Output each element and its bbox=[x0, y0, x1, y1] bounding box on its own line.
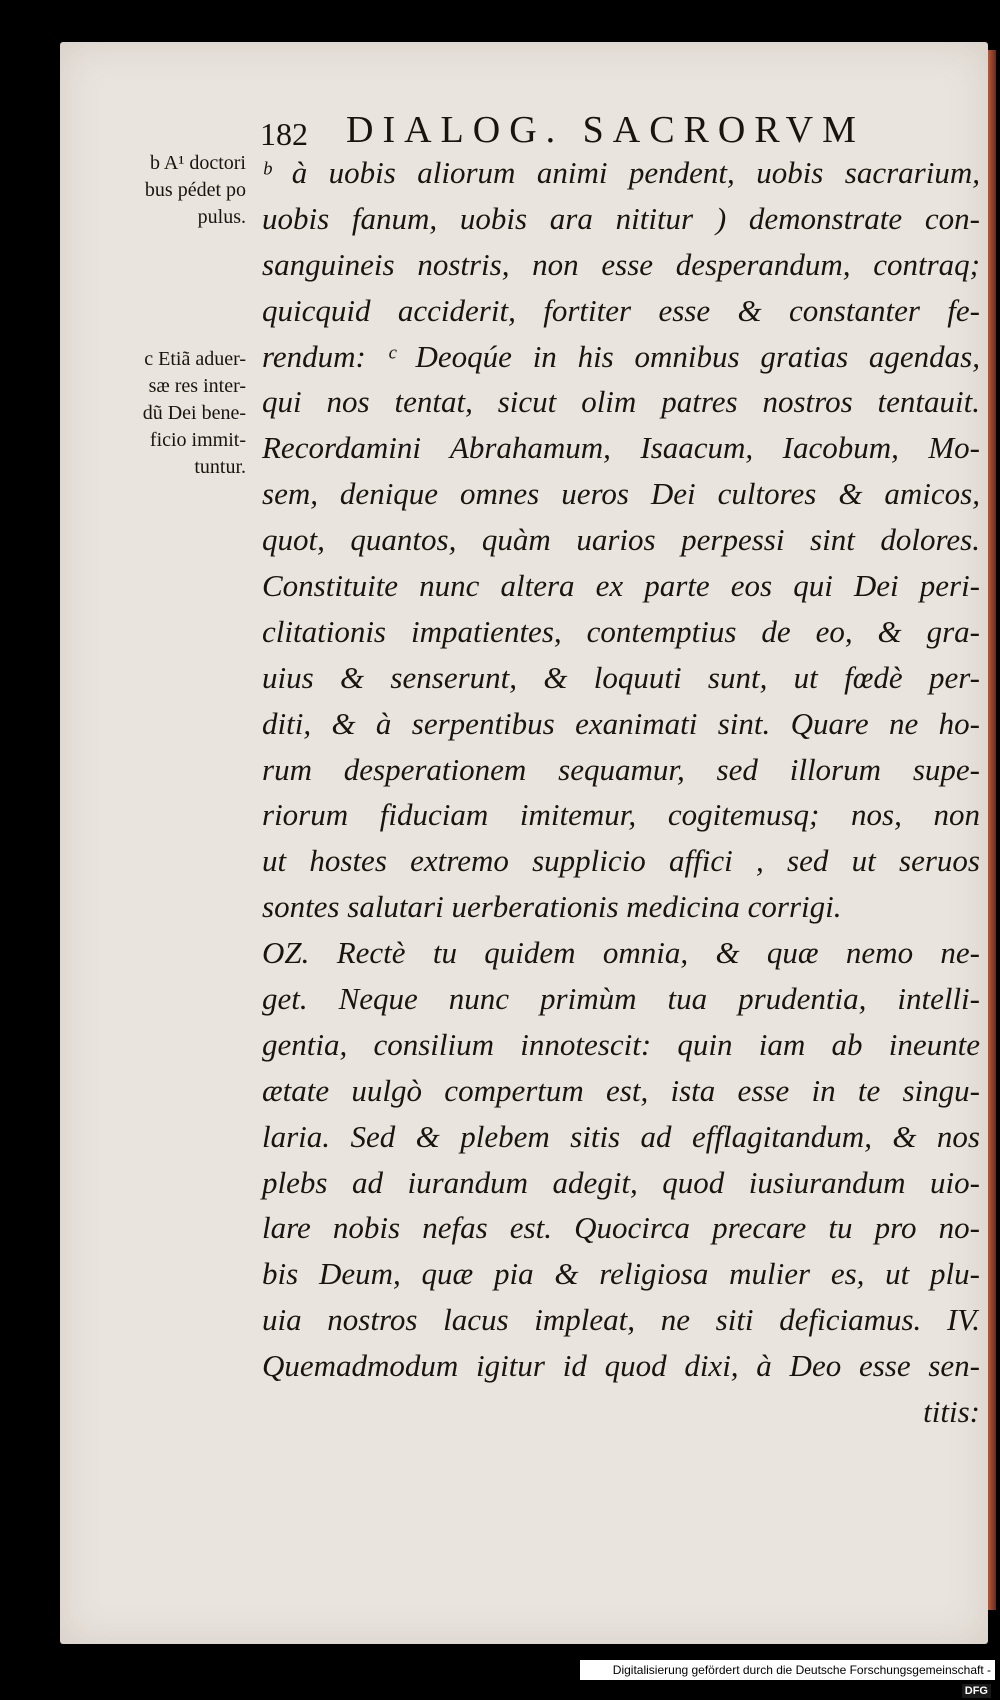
text-line: rendum: ᶜ Deoqúe in his omnibus gratias agendas, bbox=[262, 338, 980, 374]
text-line: laria. Sed & plebem sitis ad efflagitandum, & nos bbox=[262, 1118, 980, 1154]
margin-note-line: bus pédet po bbox=[144, 179, 246, 201]
text-line: riorum fiduciam imitemur, cogitemusq; nos, non bbox=[262, 797, 980, 833]
main-text bbox=[262, 150, 980, 1435]
margin-note-line: sæ res inter- bbox=[148, 375, 246, 397]
page-header bbox=[260, 108, 920, 152]
text-line: rum desperationem sequamur, sed illorum supe- bbox=[262, 751, 980, 787]
text-line: qui nos tentat, sicut olim patres nostros tentauit. bbox=[262, 384, 980, 420]
text-line: uobis fanum, uobis ara nititur ) demonstrate con- bbox=[262, 200, 980, 236]
text-line: lare nobis nefas est. Quocirca precare tu pro no- bbox=[262, 1210, 980, 1246]
text-line: Quemadmodum igitur id quod dixi, à Deo esse sen- bbox=[262, 1348, 980, 1384]
text-line: gentia, consilium innotescit: quin iam ab ineunte bbox=[262, 1026, 980, 1062]
dfg-logo: DFG bbox=[962, 1684, 991, 1698]
margin-note-line: b A¹ doctori bbox=[150, 152, 246, 174]
text-line: diti, & à serpentibus exanimati sint. Quare ne ho- bbox=[262, 705, 980, 741]
text-line: plebs ad iurandum adegit, quod iusiurandum uio- bbox=[262, 1164, 980, 1200]
text-line: quot, quantos, quàm uarios perpessi sint dolores. bbox=[262, 522, 980, 558]
text-line: bis Deum, quæ pia & religiosa mulier es, ut plu- bbox=[262, 1256, 980, 1292]
text-line: uius & senserunt, & loquuti sunt, ut fœdè per- bbox=[262, 659, 980, 695]
text-line: sem, denique omnes ueros Dei cultores & amicos, bbox=[262, 476, 980, 512]
text-line: uia nostros lacus impleat, ne siti deficiamus. IV. bbox=[262, 1302, 980, 1338]
page-edge bbox=[988, 50, 996, 1610]
margin-note-line: pulus. bbox=[197, 206, 246, 228]
text-line: Constituite nunc altera ex parte eos qui Dei peri- bbox=[262, 568, 980, 604]
text-line: ᵇ à uobis aliorum animi pendent, uobis sacrarium, bbox=[262, 155, 980, 190]
text-line: quicquid acciderit, fortiter esse & constanter fe- bbox=[262, 292, 980, 328]
text-line: OZ. Rectè tu quidem omnia, & quæ nemo ne- bbox=[262, 935, 980, 971]
margin-note-b bbox=[145, 150, 246, 231]
footer-text: Digitalisierung gefördert durch die Deutsche Forschungsgemeinschaft - bbox=[612, 1663, 991, 1677]
page-number: 182 bbox=[260, 116, 308, 152]
text-line: ut hostes extremo supplicio affici , sed ut seruos bbox=[262, 843, 980, 879]
text-line: Recordamini Abrahamum, Isaacum, Iacobum, Mo- bbox=[262, 430, 980, 466]
running-title: DIALOG. SACRORVM bbox=[346, 109, 865, 151]
digitization-footer bbox=[580, 1660, 995, 1697]
margin-note-line: tuntur. bbox=[194, 456, 246, 478]
margin-note-line: c Etiã aduer- bbox=[144, 348, 246, 370]
text-line: get. Neque nunc primùm tua prudentia, intelli- bbox=[262, 981, 980, 1017]
text-line: sanguineis nostris, non esse desperandum, contraq; bbox=[262, 246, 980, 282]
margin-note-line: dũ Dei bene- bbox=[142, 402, 246, 424]
text-line: clitationis impatientes, contemptius de eo, & gra- bbox=[262, 613, 980, 649]
margin-note-line: ficio immit- bbox=[149, 429, 246, 451]
text-line: ætate uulgò compertum est, ista esse in te singu- bbox=[262, 1072, 980, 1108]
text-line: sontes salutari uerberationis medicina corrigi. bbox=[262, 889, 842, 925]
catchword: titis: bbox=[923, 1394, 980, 1430]
margin-note-c bbox=[143, 346, 246, 481]
